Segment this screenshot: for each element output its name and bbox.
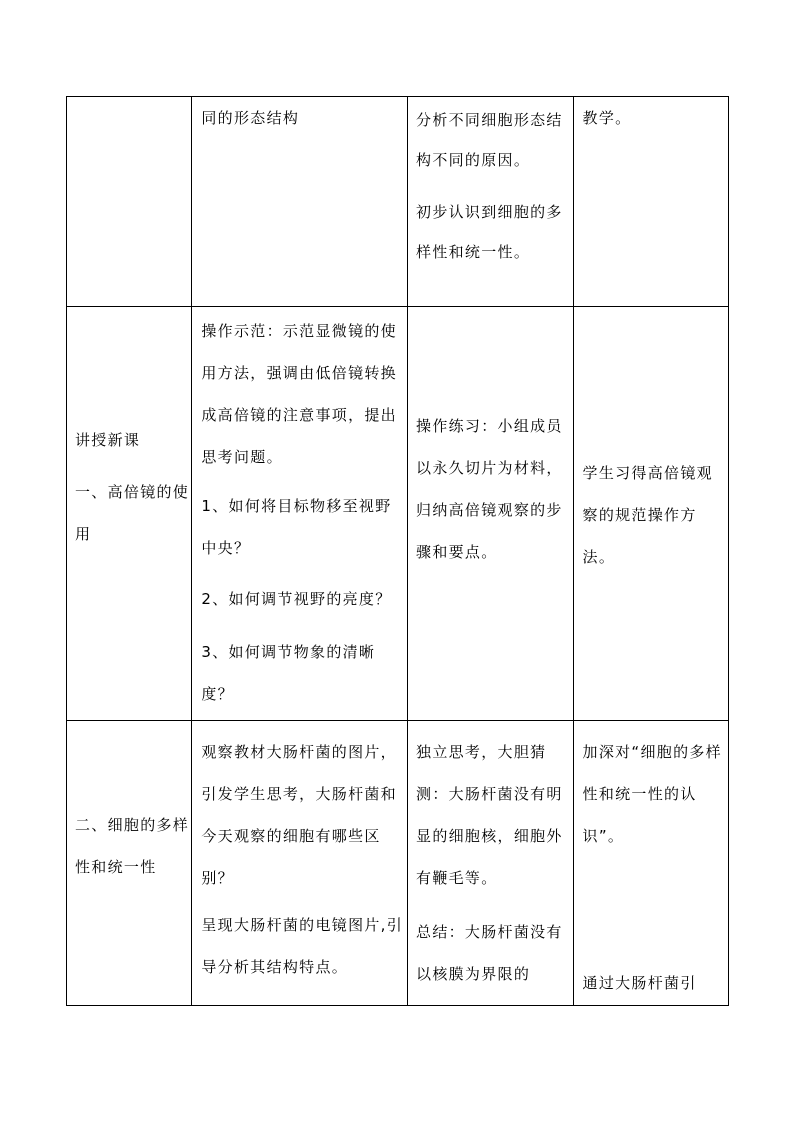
row2-col4-text-1: 学生习得高倍镜观察的规范操作方法。 (582, 464, 713, 566)
row1-col2-text-1: 同的形态结构 (201, 109, 300, 127)
row1-col3-text-2: 初步认识到细胞的多样性和统一性。 (416, 203, 563, 261)
row2-col1-text-1: 讲授新课 (75, 431, 141, 449)
row1-col3-text-1: 分析不同细胞形态结构不同的原因。 (416, 111, 563, 169)
row3-col4-text-2: 通过大肠杆菌引 (582, 974, 697, 992)
row2-col1-text-2: 一、高倍镜的使用 (75, 483, 190, 543)
row3-col4-cell (573, 721, 728, 1006)
row1-col4-text-1: 教学。 (582, 109, 632, 127)
lesson-plan-table (66, 96, 729, 1006)
table-row (67, 307, 729, 721)
row2-col4-cell (573, 307, 728, 721)
row2-col2-text-3: 2、如何调节视野的亮度？ (201, 590, 392, 608)
table-row (67, 721, 729, 1006)
row1-col3-cell (408, 97, 574, 307)
row3-col3-cell (408, 721, 574, 1006)
row3-col2-text-2: 呈现大肠杆菌的电镜图片,引导分析其结构特点。 (201, 916, 404, 976)
row2-col2-cell (192, 307, 408, 721)
row1-col1-cell (67, 97, 192, 307)
row2-col3-text-1: 操作练习：小组成员以永久切片为材料，归纳高倍镜观察的步骤和要点。 (416, 417, 563, 561)
row1-col2-cell (192, 97, 408, 307)
row3-col1-cell (67, 721, 192, 1006)
row3-col2-cell (192, 721, 408, 1006)
row2-col1-cell (67, 307, 192, 721)
table-row (67, 97, 729, 307)
row2-col3-cell (408, 307, 574, 721)
row3-col2-text-1: 观察教材大肠杆菌的图片，引发学生思考，大肠杆菌和今天观察的细胞有哪些区别？ (201, 743, 397, 887)
row3-col4-text-1: 加深对“细胞的多样性和统一性的认识”。 (582, 743, 722, 845)
row3-col1-text-1: 二、细胞的多样性和统一性 (75, 816, 190, 876)
row2-col2-text-1: 操作示范：示范显微镜的使用方法，强调由低倍镜转换成高倍镜的注意事项，提出思考问题。 (201, 322, 397, 466)
row3-col3-text-2: 总结：大肠杆菌没有以核膜为界限的 (416, 923, 563, 983)
row2-col2-text-4: 3、如何调节物象的清晰度？ (201, 643, 376, 703)
row3-col3-text-1: 独立思考，大胆猜测：大肠杆菌没有明显的细胞核，细胞外有鞭毛等。 (416, 743, 563, 887)
row2-col2-text-2: 1、如何将目标物移至视野中央？ (201, 497, 392, 557)
row1-col4-cell (573, 97, 728, 307)
